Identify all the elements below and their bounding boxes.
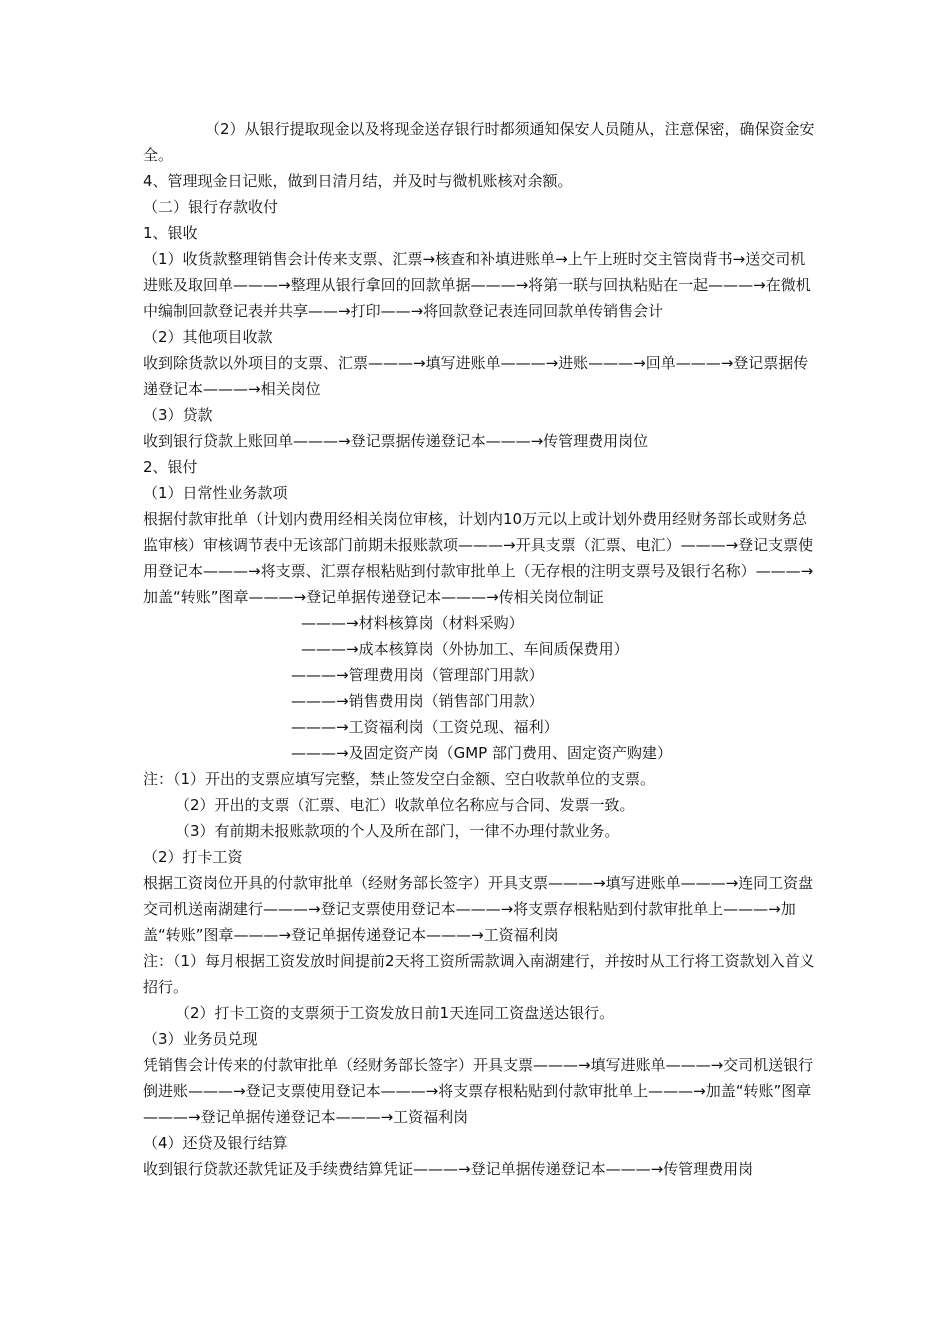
- heading-loan-repayment: （4）还贷及银行结算: [143, 1134, 288, 1152]
- paragraph-cash-escort: （2）从银行提取现金以及将现金送存银行时都须通知保安人员随从，注意保密，确保资金安全。: [143, 120, 815, 164]
- heading-bank-payment: 2、银付: [143, 458, 198, 476]
- flow-management-expense: ———→管理费用岗（管理部门用款）: [291, 666, 544, 684]
- heading-bank-receipt: 1、银收: [143, 224, 198, 242]
- paragraph-goods-payment: （1）收货款整理销售会计传来支票、汇票→核查和补填进账单→上午上班时交主管岗背书→送交司机进账及取回单———→整理从银行拿回的回款单据———→将第一联与回执粘贴在一起———→在微机中编制回款登记表并共享——→打印——→将回款登记表连同回款单传销售会计: [143, 250, 811, 320]
- paragraph-cash-journal: 4、管理现金日记账，做到日清月结，并及时与微机账核对余额。: [143, 172, 573, 190]
- note-1: 注：（1）开出的支票应填写完整，禁止签发空白金额、空白收款单位的支票。: [143, 770, 656, 788]
- note-2: （2）开出的支票（汇票、电汇）收款单位名称应与合同、发票一致。: [175, 796, 635, 814]
- heading-daily-business: （1）日常性业务款项: [143, 484, 288, 502]
- document-page: [143, 116, 818, 1182]
- heading-bank-deposit: （二）银行存款收付: [143, 198, 279, 216]
- flow-fixed-assets: ———→及固定资产岗（GMP 部门费用、固定资产购建）: [291, 744, 672, 762]
- flow-sales-expense: ———→销售费用岗（销售部门用款）: [291, 692, 544, 710]
- paragraph-other-receipts: 收到除货款以外项目的支票、汇票———→填写进账单———→进账———→回单———→登记票据传递登记本———→相关岗位: [143, 354, 809, 398]
- payroll-note-2: （2）打卡工资的支票须于工资发放日前1天连同工资盘送达银行。: [175, 1004, 615, 1022]
- heading-other-receipts: （2）其他项目收款: [143, 328, 273, 346]
- payroll-note-1: 注：（1）每月根据工资发放时间提前2天将工资所需款调入南湖建行，并按时从工行将工资款划入首义招行。: [143, 952, 815, 996]
- note-3: （3）有前期未报账款项的个人及所在部门，一律不办理付款业务。: [175, 822, 620, 840]
- paragraph-daily-business: 根据付款审批单（计划内费用经相关岗位审核，计划内10万元以上或计划外费用经财务部长或财务总监审核）审核调节表中无该部门前期未报账款项———→开具支票（汇票、电汇）———→登记支票使用登记本———→将支票、汇票存根粘贴到付款审批单上（无存根的注明支票号及银行名称）———→加盖“转账”图章———→登记单据传递登记本———→传相关岗位制证: [143, 510, 814, 606]
- flow-cost-accounting: ———→成本核算岗（外协加工、车间质保费用）: [301, 640, 629, 658]
- paragraph-loan-repayment: 收到银行贷款还款凭证及手续费结算凭证———→登记单据传递登记本———→传管理费用岗: [143, 1160, 754, 1178]
- paragraph-card-payroll: 根据工资岗位开具的付款审批单（经财务部长签字）开具支票———→填写进账单———→连同工资盘交司机送南湖建行———→登记支票使用登记本———→将支票存根粘贴到付款审批单上———→加盖“转账”图章———→登记单据传递登记本———→工资福利岗: [143, 874, 814, 944]
- flow-payroll-welfare: ———→工资福利岗（工资兑现、福利）: [291, 718, 559, 736]
- heading-loans: （3）贷款: [143, 406, 213, 424]
- paragraph-salesman-cash: 凭销售会计传来的付款审批单（经财务部长签字）开具支票———→填写进账单———→交司机送银行倒进账———→登记支票使用登记本———→将支票存根粘贴到付款审批单上———→加盖“转账”图章———→登记单据传递登记本———→工资福利岗: [143, 1056, 814, 1126]
- flow-material-accounting: ———→材料核算岗（材料采购）: [301, 614, 524, 632]
- heading-salesman-cash: （3）业务员兑现: [143, 1030, 258, 1048]
- heading-card-payroll: （2）打卡工资: [143, 848, 243, 866]
- paragraph-loans: 收到银行贷款上账回单———→登记票据传递登记本———→传管理费用岗位: [143, 432, 649, 450]
